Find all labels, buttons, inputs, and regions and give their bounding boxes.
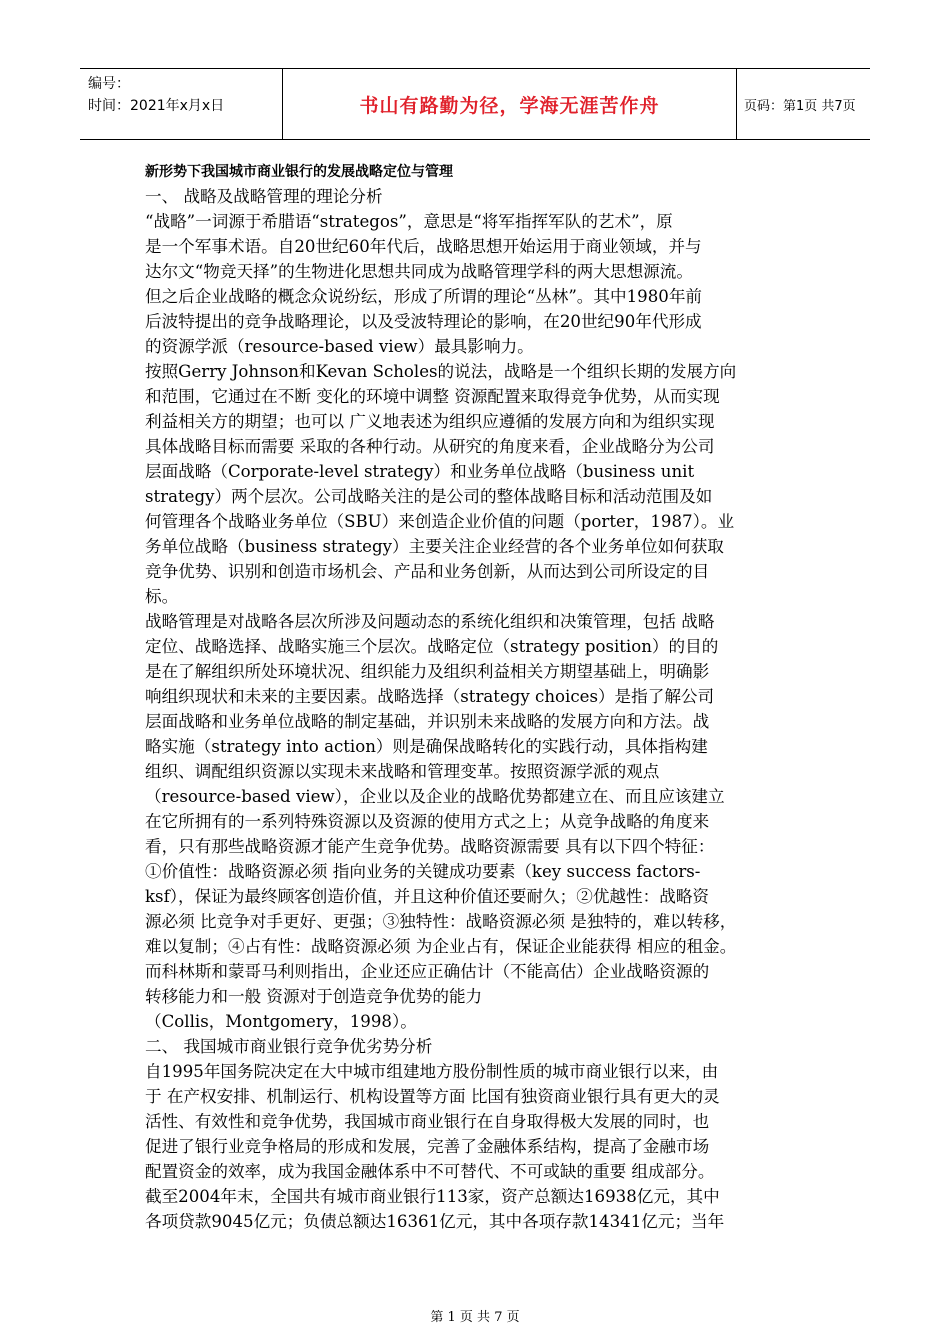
text-line: 而科林斯和蒙哥马利则指出，企业还应正确估计（不能高估）企业战略资源的: [145, 962, 710, 981]
text-line: 层面战略和业务单位战略的制定基础，并识别未来战略的发展方向和方法。战: [145, 712, 710, 731]
page-header: [80, 68, 870, 140]
text-line: 何管理各个战略业务单位（SBU）来创造企业价值的问题（porter，1987）。业: [145, 512, 735, 531]
text-line: 响组织现状和未来的主要因素。战略选择（strategy choices）是指了解公司: [145, 687, 715, 706]
text-line: （Collis，Montgomery，1998）。: [145, 1012, 417, 1031]
text-line: 转移能力和一般 资源对于创造竞争优势的能力: [145, 987, 483, 1006]
text-line: 但之后企业战略的概念众说纷纭，形成了所谓的理论“丛林”。其中1980年前: [145, 287, 703, 306]
document-date-label: 时间：2021年x月x日: [88, 98, 225, 114]
text-line: 促进了银行业竞争格局的形成和发展，完善了金融体系结构，提高了金融市场: [145, 1137, 710, 1156]
text-line: 后波特提出的竞争战略理论，以及受波特理论的影响，在20世纪90年代形成: [145, 312, 702, 331]
text-line: 的资源学派（resource-based view）最具影响力。: [145, 337, 534, 356]
text-line: 于 在产权安排、机制运行、机构设置等方面 比国有独资商业银行具有更大的灵: [145, 1087, 720, 1106]
text-line: 难以复制；④占有性：战略资源必须 为企业占有，保证企业能获得 相应的租金。: [145, 937, 737, 956]
text-line: strategy）两个层次。公司战略关注的是公司的整体战略目标和活动范围及如: [145, 487, 713, 506]
text-line: 达尔文“物竞天择”的生物进化思想共同成为战略管理学科的两大思想源流。: [145, 262, 693, 281]
text-line: 战略管理是对战略各层次所涉及问题动态的系统化组织和决策管理，包括 战略: [145, 612, 715, 631]
text-line: 一、 战略及战略管理的理论分析: [145, 187, 383, 206]
text-line: ksf），保证为最终顾客创造价值，并且这种价值还要耐久；②优越性：战略资: [145, 887, 710, 906]
text-line: 具体战略目标而需要 采取的各种行动。从研究的角度来看，企业战略分为公司: [145, 437, 715, 456]
header-meta: [88, 73, 224, 117]
text-line: 在它所拥有的一系列特殊资源以及资源的使用方式之上；从竞争战略的角度来: [145, 812, 710, 831]
text-line: 竞争优势、识别和创造市场机会、产品和业务创新，从而达到公司所设定的目: [145, 562, 710, 581]
page-footer: 第 1 页 共 7 页: [430, 1310, 520, 1325]
text-line: “战略”一词源于希腊语“strategos”，意思是“将军指挥军队的艺术”，原: [145, 212, 673, 231]
text-line: 定位、战略选择、战略实施三个层次。战略定位（strategy position）的目的: [145, 637, 719, 656]
document-body: [145, 160, 811, 1234]
text-line: 是一个军事术语。自20世纪60年代后，战略思想开始运用于商业领域，并与: [145, 237, 702, 256]
header-motto: 书山有路勤为径，学海无涯苦作舟: [359, 94, 660, 117]
document-number-label: 编号：: [88, 76, 130, 92]
text-line: 二、 我国城市商业银行竞争优劣势分析: [145, 1037, 433, 1056]
text-line: 活性、有效性和竞争优势，我国城市商业银行在自身取得极大发展的同时，也: [145, 1112, 710, 1131]
header-page-info: 页码：第1页 共7页: [744, 98, 856, 114]
text-line: 源必须 比竞争对手更好、更强；③独特性：战略资源必须 是独特的，难以转移，: [145, 912, 737, 931]
text-line: 略实施（strategy into action）则是确保战略转化的实践行动，具体指构建: [145, 737, 708, 756]
text-line: 务单位战略（business strategy）主要关注企业经营的各个业务单位如何获取: [145, 537, 724, 556]
text-line: 标。: [145, 587, 179, 606]
text-line: （resource-based view），企业以及企业的战略优势都建立在、而且应该建立: [145, 787, 725, 806]
text-line: 和范围，它通过在不断 变化的环境中调整 资源配置来取得竞争优势，从而实现: [145, 387, 720, 406]
text-line: 自1995年国务院决定在大中城市组建地方股份制性质的城市商业银行以来，由: [145, 1062, 719, 1081]
text-line: 利益相关方的期望；也可以 广义地表述为组织应遵循的发展方向和为组织实现: [145, 412, 715, 431]
header-motto-cell: [282, 69, 737, 139]
text-line: ①价值性：战略资源必须 指向业务的关键成功要素（key success factors-: [145, 862, 701, 881]
text-line: 各项贷款9045亿元；负债总额达16361亿元，其中各项存款14341亿元；当年: [145, 1212, 725, 1231]
text-line: 按照Gerry Johnson和Kevan Scholes的说法，战略是一个组织长期的发展方向: [145, 362, 737, 381]
text-line: 配置资金的效率，成为我国金融体系中不可替代、不可或缺的重要 组成部分。: [145, 1162, 715, 1181]
text-line: 是在了解组织所处环境状况、组织能力及组织利益相关方期望基础上，明确影: [145, 662, 710, 681]
text-line: 截至2004年末，全国共有城市商业银行113家，资产总额达16938亿元，其中: [145, 1187, 720, 1206]
text-line: 组织、调配组织资源以实现未来战略和管理变革。按照资源学派的观点: [145, 762, 660, 781]
text-line: 层面战略（Corporate-level strategy）和业务单位战略（business unit: [145, 462, 695, 481]
document-title: 新形势下我国城市商业银行的发展战略定位与管理: [145, 164, 453, 180]
text-line: 看，只有那些战略资源才能产生竞争优势。战略资源需要 具有以下四个特征：: [145, 837, 715, 856]
